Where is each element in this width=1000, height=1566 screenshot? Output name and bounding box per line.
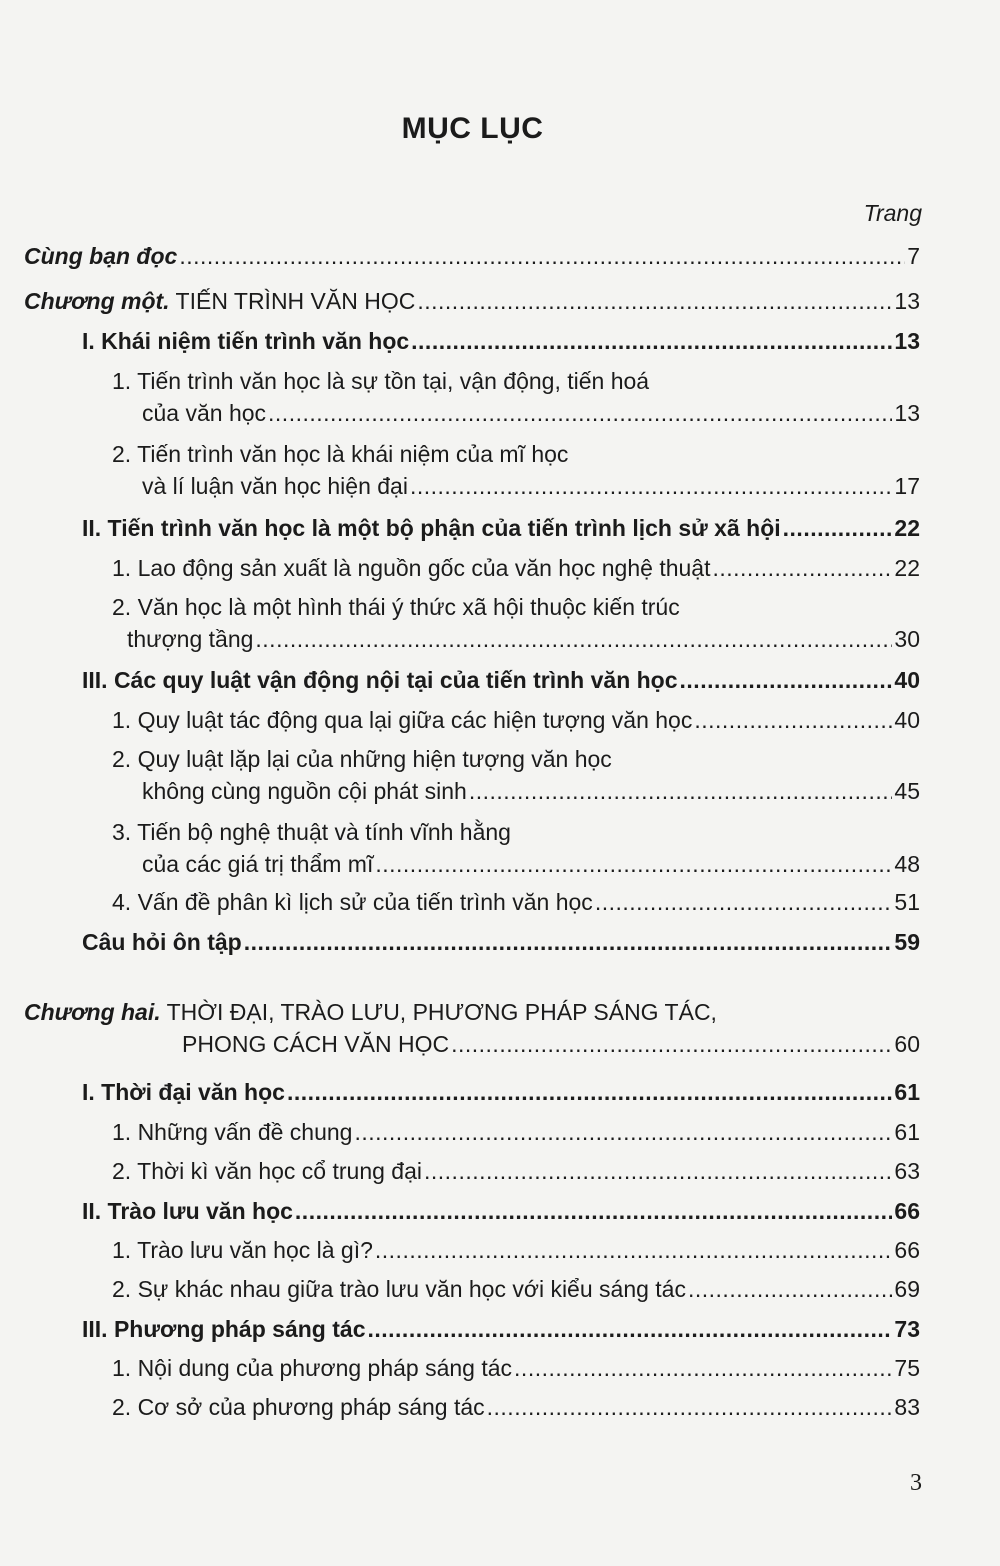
- toc-entry-subsection: [112, 816, 920, 880]
- dot-leader: [694, 704, 892, 736]
- toc-entry-label: 1. Trào lưu văn học là gì?: [112, 1237, 373, 1263]
- toc-entry-subsection: [112, 743, 920, 807]
- dot-leader: [712, 552, 892, 584]
- toc-entry-subsection: [112, 1155, 920, 1187]
- toc-entry-label: không cùng nguồn cội phát sinh: [142, 778, 467, 804]
- dot-leader: [451, 1028, 892, 1060]
- toc-entry-label: 2. Thời kì văn học cổ trung đại: [112, 1158, 422, 1184]
- toc-page-number: 51: [894, 889, 920, 915]
- toc-page-number: 7: [907, 243, 920, 269]
- toc-entry-foreword: [24, 240, 920, 272]
- dot-leader: [410, 470, 892, 502]
- toc-entry-label: 4. Vấn đề phân kì lịch sử của tiến trình văn học: [112, 889, 593, 915]
- dot-leader: [367, 1313, 892, 1345]
- toc-entry-label: II. Tiến trình văn học là một bộ phận của tiến trình lịch sử xã hội: [82, 515, 781, 541]
- toc-entry-line: 2. Tiến trình văn học là khái niệm của mĩ học: [112, 441, 569, 467]
- toc-entry-section: [82, 512, 920, 544]
- toc-page-number: 66: [894, 1237, 920, 1263]
- dot-leader: [680, 664, 893, 696]
- toc-entry-label: Câu hỏi ôn tập: [82, 929, 242, 955]
- dot-leader: [375, 1234, 893, 1266]
- toc-entry-label: thượng tầng: [127, 626, 254, 652]
- toc-page-number: 45: [894, 778, 920, 804]
- toc-entry-label: 1. Quy luật tác động qua lại giữa các hiện tượng văn học: [112, 707, 693, 733]
- dot-leader: [268, 397, 892, 429]
- dot-leader: [354, 1116, 892, 1148]
- toc-entry-label: Cùng bạn đọc: [24, 243, 178, 269]
- toc-entry-label: và lí luận văn học hiện đại: [142, 473, 408, 499]
- toc-entry-label: của các giá trị thẩm mĩ: [142, 851, 374, 877]
- dot-leader: [688, 1273, 892, 1305]
- dot-leader: [375, 848, 892, 880]
- toc-entry-subsection: [112, 365, 920, 429]
- toc-entry-label: I. Thời đại văn học: [82, 1079, 285, 1105]
- toc-entry-section: [82, 1313, 920, 1345]
- dot-leader: [411, 325, 892, 357]
- chapter-title: THỜI ĐẠI, TRÀO LƯU, PHƯƠNG PHÁP SÁNG TÁC,: [160, 999, 717, 1025]
- dot-leader: [417, 285, 892, 317]
- dot-leader: [244, 926, 893, 958]
- page-number: 3: [910, 1470, 922, 1496]
- toc-page-number: 66: [894, 1198, 920, 1224]
- toc-entry-label: 1. Những vấn đề chung: [112, 1119, 353, 1145]
- toc-entry-label: II. Trào lưu văn học: [82, 1198, 293, 1224]
- dot-leader: [295, 1195, 892, 1227]
- toc-entry-line: 3. Tiến bộ nghệ thuật và tính vĩnh hằng: [112, 819, 511, 845]
- chapter-prefix: Chương một.: [24, 288, 170, 314]
- toc-page-number: 22: [894, 555, 920, 581]
- toc-page-number: 40: [894, 667, 920, 693]
- toc-entry-label: I. Khái niệm tiến trình văn học: [82, 328, 410, 354]
- dot-leader: [255, 623, 892, 655]
- toc-page-number: 22: [894, 515, 920, 541]
- toc-entry-line: 1. Tiến trình văn học là sự tồn tại, vận động, tiến hoá: [112, 368, 650, 394]
- toc-entry-line: 2. Văn học là một hình thái ý thức xã hội thuộc kiến trúc: [112, 594, 680, 620]
- toc-page-number: 61: [894, 1119, 920, 1145]
- toc-page-number: 61: [894, 1079, 920, 1105]
- dot-leader: [514, 1352, 892, 1384]
- toc-page-number: 69: [894, 1276, 920, 1302]
- toc-entry-subsection: [112, 591, 920, 655]
- toc-entry-subsection: [112, 438, 920, 502]
- toc-page-number: 13: [894, 288, 920, 314]
- toc-entry-subsection: [112, 1234, 920, 1266]
- toc-entry-section: [82, 1195, 920, 1227]
- toc-entry-subsection: [112, 1116, 920, 1148]
- toc-entry-subsection: [112, 886, 920, 918]
- toc-page-number: 63: [894, 1158, 920, 1184]
- toc-entry-subsection: [112, 1273, 920, 1305]
- toc-page-number: 48: [894, 851, 920, 877]
- toc-entry-label: III. Phương pháp sáng tác: [82, 1316, 366, 1342]
- dot-leader: [469, 775, 893, 807]
- toc-page-number: 13: [894, 400, 920, 426]
- toc-entry-chapter-2: [24, 996, 920, 1060]
- toc-page-number: 13: [894, 328, 920, 354]
- toc-entry-section: [82, 664, 920, 696]
- toc-entry-line: 2. Quy luật lặp lại của những hiện tượng văn học: [112, 746, 612, 772]
- toc-entry-label: của văn học: [142, 400, 267, 426]
- toc-entry-section: [82, 325, 920, 357]
- toc-entry-subsection: [112, 552, 920, 584]
- toc-entry-review: [82, 926, 920, 958]
- chapter-title-continued: PHONG CÁCH VĂN HỌC: [182, 1031, 450, 1057]
- toc-entry-label: III. Các quy luật vận động nội tại của tiến trình văn học: [82, 667, 678, 693]
- toc-page-number: 73: [894, 1316, 920, 1342]
- chapter-title: TIẾN TRÌNH VĂN HỌC: [169, 288, 416, 314]
- dot-leader: [783, 512, 893, 544]
- toc-page-number: 40: [894, 707, 920, 733]
- toc-entry-label: 1. Nội dung của phương pháp sáng tác: [112, 1355, 513, 1381]
- toc-entry-subsection: [112, 1391, 920, 1423]
- page-column-header: Trang: [863, 200, 922, 226]
- toc-page-number: 75: [894, 1355, 920, 1381]
- toc-entry-chapter-1: [24, 285, 920, 317]
- toc-page-number: 83: [894, 1394, 920, 1420]
- toc-entry-subsection: [112, 1352, 920, 1384]
- page-title: MỤC LỤC: [401, 112, 544, 145]
- toc-entry-label: 1. Lao động sản xuất là nguồn gốc của văn học nghệ thuật: [112, 555, 711, 581]
- dot-leader: [487, 1391, 893, 1423]
- toc-entry-label: 2. Sự khác nhau giữa trào lưu văn học với kiểu sáng tác: [112, 1276, 686, 1302]
- dot-leader: [424, 1155, 892, 1187]
- toc-page-number: 30: [894, 626, 920, 652]
- dot-leader: [595, 886, 893, 918]
- chapter-prefix: Chương hai.: [24, 999, 161, 1025]
- toc-page-number: 17: [894, 473, 920, 499]
- dot-leader: [287, 1076, 892, 1108]
- toc-entry-section: [82, 1076, 920, 1108]
- toc-page-number: 59: [894, 929, 920, 955]
- toc-entry-label: 2. Cơ sở của phương pháp sáng tác: [112, 1394, 485, 1420]
- dot-leader: [179, 240, 905, 272]
- toc-entry-subsection: [112, 704, 920, 736]
- toc-page-number: 60: [894, 1031, 920, 1057]
